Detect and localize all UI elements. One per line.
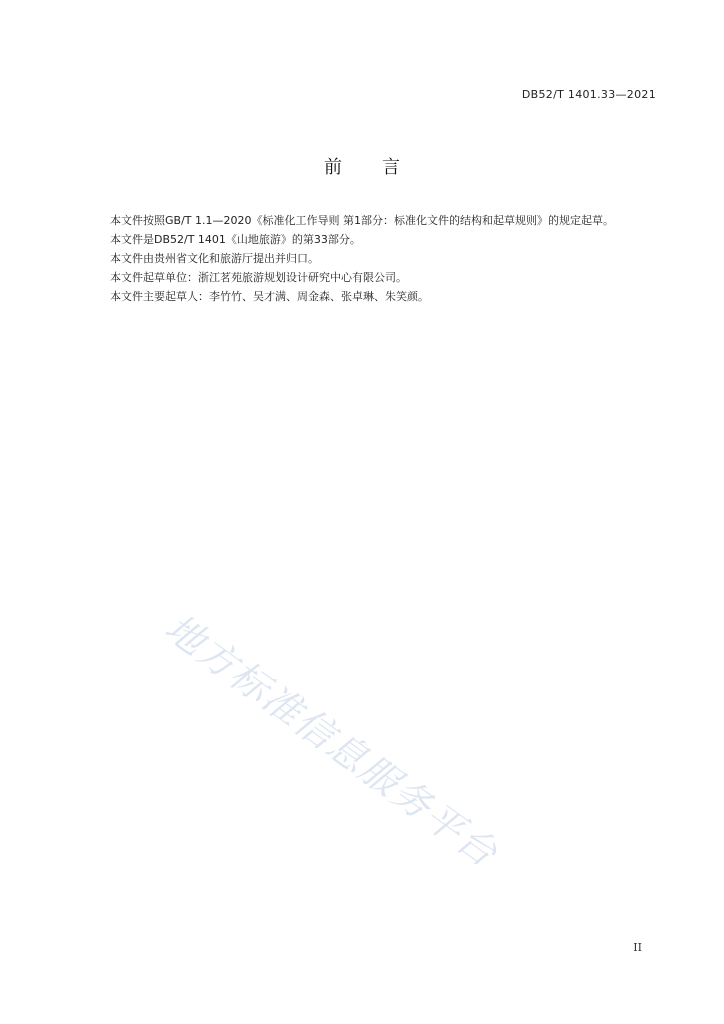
foreword-body	[88, 211, 660, 306]
paragraph-drafting-rules: 本文件按照GB/T 1.1—2020《标准化工作导则 第1部分：标准化文件的结构和起草规则》的规定起草。	[110, 214, 614, 227]
paragraph-proposer: 本文件由贵州省文化和旅游厅提出并归口。	[110, 252, 319, 265]
paragraph-part-number: 本文件是DB52/T 1401《山地旅游》的第33部分。	[110, 233, 361, 246]
document-code: DB52/T 1401.33—2021	[521, 88, 656, 101]
paragraph-drafters: 本文件主要起草人：李竹竹、吴才满、周金森、张卓琳、朱笑颜。	[110, 290, 429, 303]
page-number: II	[633, 941, 642, 954]
paragraph-drafting-units: 本文件起草单位：浙江茗苑旅游规划设计研究中心有限公司。	[110, 271, 407, 284]
title-char-1: 前	[324, 157, 342, 178]
title-char-2: 言	[382, 157, 400, 178]
page-title	[0, 153, 724, 179]
watermark: 地方标准信息服务平台	[156, 605, 507, 877]
